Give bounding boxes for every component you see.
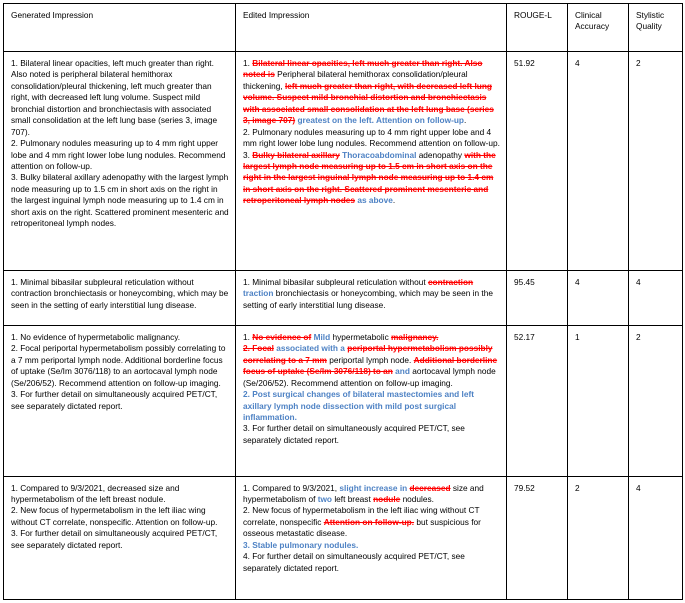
unchanged-text: 2. Pulmonary nodules measuring up to 4 mm right upper lobe and 4 mm right lower lobe lung nodules. Recommend attention on follow-up. <box>243 126 500 149</box>
table-row <box>4 476 683 599</box>
unchanged-text: hypermetabolic <box>330 331 392 342</box>
generated-impression-line: 2. Focal periportal hypermetabolism possibly correlating to a 7 mm periportal lymph node. Additional borderline focus of uptake (Se/Im 3076/118) to an aortocaval lymph node (Se/206/52). Recommend attention on follow-up imaging. <box>11 343 226 388</box>
unchanged-text: . <box>463 115 467 126</box>
deleted-text: 2. Focal <box>243 343 274 354</box>
generated-impression-line: 1. Compared to 9/3/2021, decreased size and hypermetabolism of the left breast nodule. <box>11 482 180 505</box>
inserted-text: greatest on the left. Attention on follow-up <box>297 115 464 126</box>
unchanged-text: 1. Minimal bibasilar subpleural reticulation without <box>243 276 428 287</box>
edited-impression-cell <box>236 325 507 476</box>
deleted-text: periportal hypermetabolism possibly correlating to a 7 mm <box>243 343 493 365</box>
unchanged-text: 3. For further detail on simultaneously acquired PET/CT, see separately dictated report. <box>243 423 465 445</box>
edited-impression-line <box>243 332 500 343</box>
edited-impression-line <box>243 150 500 207</box>
column-header-edited-impression: Edited Impression <box>236 4 507 52</box>
unchanged-text: nodules. <box>400 494 434 505</box>
inserted-text: 3. Stable pulmonary nodules. <box>243 539 359 550</box>
inserted-text: associated with a <box>276 343 345 354</box>
unchanged-text: . <box>392 195 396 206</box>
inserted-text: as above <box>357 195 393 206</box>
inserted-text: slight increase in <box>339 482 408 493</box>
edited-impression-line <box>243 483 500 506</box>
inserted-text: and <box>395 366 410 377</box>
unchanged-text: but suspicious for osseous metastatic disease. <box>243 516 481 539</box>
inserted-text: two <box>317 494 333 505</box>
rouge-l-score-cell: 52.17 <box>507 325 568 476</box>
column-header-stylistic-quality: Stylistic Quality <box>629 4 683 52</box>
edited-impression-line <box>243 423 500 446</box>
edited-impression-line <box>243 127 500 150</box>
unchanged-text: size and hypermetabolism of <box>243 482 484 505</box>
table-row <box>4 325 683 476</box>
unchanged-text: adenopathy <box>416 149 465 160</box>
deleted-text: left much greater than right, with decreased left lung volume. Suspect mild bronchial distortion and bronchiectasis with associated small consolidation at the left lung base (series 3, image 707) <box>243 80 494 126</box>
table-header <box>4 4 683 52</box>
edited-impression-cell <box>236 270 507 325</box>
stylistic-quality-score-cell: 2 <box>629 52 683 271</box>
generated-impression-line: 2. New focus of hypermetabolism in the left iliac wing without CT correlate, nonspecific. Attention on follow-up. <box>11 505 218 527</box>
unchanged-text: 2. New focus of hypermetabolism in the left iliac wing without CT correlate, nonspecific <box>243 505 480 527</box>
edited-impression-line <box>243 389 500 423</box>
stylistic-quality-score-cell: 4 <box>629 476 683 599</box>
deleted-text: Additional borderline focus of uptake (Se/Im 3076/118) to an <box>243 354 498 377</box>
deleted-text: Bilateral linear opacities, left much greater than right. Also noted is <box>243 58 483 80</box>
edited-impression-cell <box>236 52 507 271</box>
unchanged-text: 4. For further detail on simultaneously acquired PET/CT, see separately dictated report. <box>243 551 465 573</box>
edited-impression-line <box>243 505 500 539</box>
table-row <box>4 270 683 325</box>
inserted-text: 2. Post surgical changes of bilateral mastectomies and left axillary lymph node dissection with mild post surgical inflammation. <box>243 389 475 423</box>
edited-impression-line <box>243 540 500 551</box>
unchanged-text: 3. <box>243 149 253 160</box>
table-header-row <box>4 4 683 52</box>
edited-impression-line <box>243 343 500 389</box>
table-row <box>4 52 683 271</box>
generated-impression-line: 1. Bilateral linear opacities, left much greater than right. Also noted is peripheral bilateral hemithorax consolidation/pleural thickening, left much greater than right, with decreased left lung volume. Suspect mild bronchial distortion and bronchiectasis with associated small consolidation at the left lung base (series 3, image 707). <box>11 58 218 137</box>
unchanged-text: periportal lymph node. <box>326 354 414 365</box>
edited-impression-line <box>243 277 500 311</box>
column-header-clinical-accuracy: Clinical Accuracy <box>568 4 629 52</box>
impression-comparison-table <box>3 3 683 600</box>
generated-impression-line: 1. No evidence of hypermetabolic malignancy. <box>11 331 181 342</box>
generated-impression-line: 3. For further detail on simultaneously acquired PET/CT, see separately dictated report. <box>11 389 218 411</box>
stylistic-quality-score-cell: 4 <box>629 270 683 325</box>
inserted-text: Thoracoabdominal <box>342 149 417 160</box>
deleted-text: malignancy. <box>391 331 439 342</box>
clinical-accuracy-score-cell: 4 <box>568 52 629 271</box>
deleted-text: Bulky bilateral axillary <box>252 149 340 160</box>
rouge-l-score-cell: 95.45 <box>507 270 568 325</box>
generated-impression-cell <box>4 476 236 599</box>
clinical-accuracy-score-cell: 2 <box>568 476 629 599</box>
rouge-l-score-cell: 51.92 <box>507 52 568 271</box>
deleted-text: nodule <box>373 494 401 505</box>
deleted-text: No evidence of <box>252 331 312 342</box>
generated-impression-line: 1. Minimal bibasilar subpleural reticulation without contraction bronchiectasis or honeycombing, which may be seen in the setting of early interstitial lung disease. <box>11 276 229 310</box>
edited-impression-line <box>243 551 500 574</box>
unchanged-text: left breast <box>332 494 374 505</box>
clinical-accuracy-score-cell: 1 <box>568 325 629 476</box>
deleted-text: contraction <box>427 276 474 287</box>
rouge-l-score-cell: 79.52 <box>507 476 568 599</box>
edited-impression-line <box>243 58 500 127</box>
deleted-text: with the largest lymph node measuring up to 1.5 cm in short axis on the right in the largest inguinal lymph node measuring up to 1.4 cm in short axis on the right. Scattered prominent mesenteric and retroperitoneal lymph nodes <box>243 149 496 206</box>
inserted-text: Mild <box>313 331 331 342</box>
unchanged-text: Peripheral bilateral hemithorax consolidation/pleural thickening, <box>243 69 468 91</box>
unchanged-text: 1. <box>243 331 253 342</box>
inserted-text: traction <box>243 288 274 299</box>
table-body <box>4 52 683 600</box>
generated-impression-cell <box>4 270 236 325</box>
unchanged-text: 1. Compared to 9/3/2021, <box>243 482 340 493</box>
generated-impression-line: 3. For further detail on simultaneously acquired PET/CT, see separately dictated report. <box>11 528 218 550</box>
generated-impression-cell <box>4 52 236 271</box>
unchanged-text: aortocaval lymph node (Se/206/52). Recommend attention on follow-up imaging. <box>243 366 496 388</box>
column-header-rouge-l: ROUGE-L <box>507 4 568 52</box>
generated-impression-line: 3. Bulky bilateral axillary adenopathy with the largest lymph node measuring up to 1.5 cm in short axis on the right in the largest inguinal lymph node measuring up to 1.4 cm in short axis on the right. Scattered prominent mesenteric and retroperitoneal lymph nodes. <box>11 172 229 229</box>
deleted-text: Attention on follow-up. <box>323 516 415 527</box>
generated-impression-line: 2. Pulmonary nodules measuring up to 4 mm right upper lobe and 4 mm right lower lobe lung nodules. Recommend attention on follow-up. <box>11 138 226 171</box>
column-header-generated-impression: Generated Impression <box>4 4 236 52</box>
unchanged-text: 1. <box>243 58 253 68</box>
stylistic-quality-score-cell: 2 <box>629 325 683 476</box>
clinical-accuracy-score-cell: 4 <box>568 270 629 325</box>
deleted-text: decreased <box>409 482 451 493</box>
edited-impression-cell <box>236 476 507 599</box>
generated-impression-cell <box>4 325 236 476</box>
unchanged-text: bronchiectasis or honeycombing, which may be seen in the setting of early interstitial lung disease. <box>243 288 493 310</box>
